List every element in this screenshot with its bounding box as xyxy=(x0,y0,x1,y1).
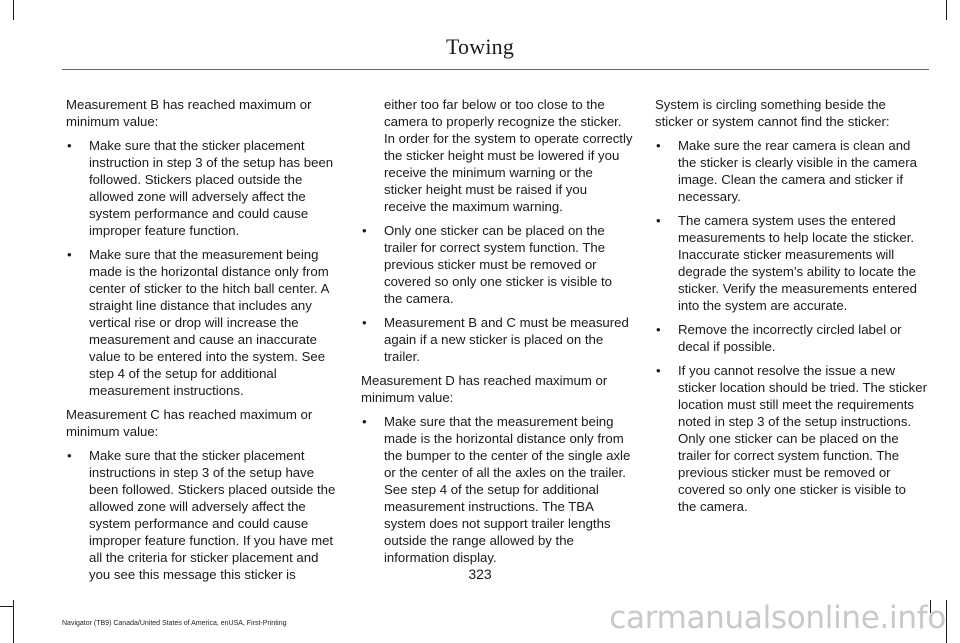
measurement-c-continued: either too far below or too close to the camera to properly recognize the sticker. In order for the system to operate correctly the sticker height must be lowered if you receive the minimum warning or the sticker height must be raised if you receive the maximum warning. xyxy=(384,97,633,214)
measurement-c-intro: Measurement C has reached maximum or minimum value: xyxy=(66,407,313,439)
column-left xyxy=(66,96,338,590)
sticker-issue-intro: System is circling something beside the sticker or system cannot find the sticker: xyxy=(655,97,890,129)
list-item: • Make sure that the measurement being made is the horizontal distance only from the bumper to the center of the single axle or the center of all the axles on the trailer. See step 4 of the setup for additional measurement instructions. The TBA system does not support trailer lengths outside the range allowed by the information display. xyxy=(361,413,633,566)
sticker-issue-list xyxy=(655,137,927,515)
list-item: • Only one sticker can be placed on the trailer for correct system function. The previous sticker must be removed or covered so only one sticker is visible to the camera. xyxy=(361,222,633,307)
list-item: • Measurement B and C must be measured again if a new sticker is placed on the trailer. xyxy=(361,314,633,365)
list-item: • If you cannot resolve the issue a new sticker location should be tried. The sticker location must still meet the requirements noted in step 3 of the setup instructions. Only one sticker can be placed on the trailer for correct system function. The previous sticker must be removed or covered so only one sticker is visible to the camera. xyxy=(655,362,927,515)
watermark: carmanualsonline.info xyxy=(609,600,946,636)
crop-mark-bottom-left-h xyxy=(0,606,13,607)
measurement-d-intro: Measurement D has reached maximum or minimum value: xyxy=(361,373,608,405)
column-middle xyxy=(361,96,633,573)
crop-mark-bottom-right-v xyxy=(946,600,947,643)
measurement-b-intro: Measurement B has reached maximum or minimum value: xyxy=(66,97,312,129)
measurement-c-list xyxy=(66,447,338,583)
header-rule xyxy=(62,69,929,70)
measurement-c-list-continued xyxy=(361,222,633,365)
crop-mark-top-right xyxy=(946,0,947,20)
list-item: • Make sure that the sticker placement instructions in step 3 of the setup have been followed. Stickers placed outside the allowed zone will adversely affect the system performance and could cause improper feature function. If you have met all the criteria for sticker placement and you see this message this sticker is xyxy=(66,447,338,583)
footer-edition: Navigator (TB9) Canada/United States of America, enUSA, First-Printing xyxy=(62,620,287,627)
list-item: • Remove the incorrectly circled label or decal if possible. xyxy=(655,321,927,355)
page-title: Towing xyxy=(445,34,515,59)
crop-mark-bottom-left-v xyxy=(13,600,14,643)
list-item: • Make sure that the measurement being made is the horizontal distance only from center of sticker to the hitch ball center. A straight line distance that includes any vertical rise or drop will increase the measurement and cause an inaccurate value to be entered into the system. See step 4 of the setup for additional measurement instructions. xyxy=(66,246,338,399)
list-item: • Make sure the rear camera is clean and the sticker is clearly visible in the camera image. Clean the camera and sticker if necessary. xyxy=(655,137,927,205)
crop-mark-top-left xyxy=(13,0,14,20)
column-right xyxy=(655,96,927,522)
list-item: • The camera system uses the entered measurements to help locate the sticker. Inaccurate sticker measurements will degrade the system’s ability to locate the sticker. Verify the measurements entered into the system are accurate. xyxy=(655,212,927,314)
list-item: • Make sure that the sticker placement instruction in step 3 of the setup has been followed. Stickers placed outside the allowed zone will adversely affect the system performance and could cause improper feature function. xyxy=(66,137,338,239)
measurement-d-list xyxy=(361,413,633,566)
measurement-b-list xyxy=(66,137,338,399)
page-number: 323 xyxy=(468,566,492,582)
